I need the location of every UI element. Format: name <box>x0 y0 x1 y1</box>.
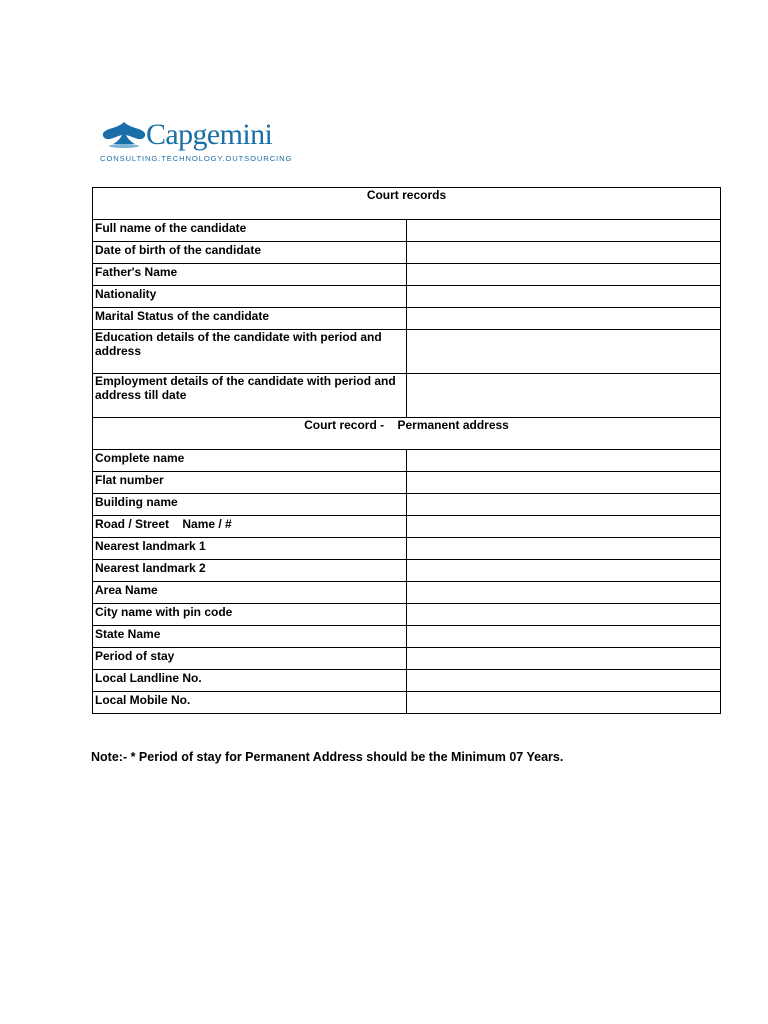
local-landline-field[interactable] <box>407 670 721 692</box>
court-records-header: Court records <box>93 188 721 220</box>
building-name-field[interactable] <box>407 494 721 516</box>
form-row <box>93 220 721 242</box>
date-of-birth-field[interactable] <box>407 242 721 264</box>
nearest-landmark-1-field[interactable] <box>407 538 721 560</box>
form-row <box>93 648 721 670</box>
form-row <box>93 308 721 330</box>
flat-number-field[interactable] <box>407 472 721 494</box>
field-label: Local Landline No. <box>93 670 407 692</box>
form-row <box>93 670 721 692</box>
complete-name-field[interactable] <box>407 450 721 472</box>
form-row <box>93 560 721 582</box>
form-row <box>93 516 721 538</box>
logo-wordmark: Capgemini <box>146 118 273 151</box>
field-label: Area Name <box>93 582 407 604</box>
company-logo <box>100 118 293 170</box>
field-label: Date of birth of the candidate <box>93 242 407 264</box>
field-label: Marital Status of the candidate <box>93 308 407 330</box>
form-row <box>93 286 721 308</box>
form-row <box>93 626 721 648</box>
section-header-row <box>93 188 721 220</box>
marital-status-field[interactable] <box>407 308 721 330</box>
form-row <box>93 472 721 494</box>
section-header-row <box>93 418 721 450</box>
field-label: Father's Name <box>93 264 407 286</box>
field-label: Complete name <box>93 450 407 472</box>
field-label: City name with pin code <box>93 604 407 626</box>
form-row <box>93 538 721 560</box>
spade-logo-icon <box>100 118 148 154</box>
field-label: State Name <box>93 626 407 648</box>
field-label: Nationality <box>93 286 407 308</box>
nearest-landmark-2-field[interactable] <box>407 560 721 582</box>
field-label: Local Mobile No. <box>93 692 407 714</box>
stay-period-note: Note:- * Period of stay for Permanent Address should be the Minimum 07 Years. <box>91 750 564 764</box>
field-label: Period of stay <box>93 648 407 670</box>
logo-tagline: CONSULTING.TECHNOLOGY.OUTSOURCING <box>100 154 293 163</box>
full-name-field[interactable] <box>407 220 721 242</box>
road-street-field[interactable] <box>407 516 721 538</box>
city-pin-code-field[interactable] <box>407 604 721 626</box>
form-row <box>93 604 721 626</box>
field-label: Building name <box>93 494 407 516</box>
field-label: Road / Street Name / # <box>93 516 407 538</box>
local-mobile-field[interactable] <box>407 692 721 714</box>
field-label: Nearest landmark 1 <box>93 538 407 560</box>
employment-details-field[interactable] <box>407 374 721 418</box>
education-details-field[interactable] <box>407 330 721 374</box>
form-row <box>93 330 721 374</box>
period-of-stay-field[interactable] <box>407 648 721 670</box>
field-label: Nearest landmark 2 <box>93 560 407 582</box>
form-row <box>93 242 721 264</box>
form-row <box>93 582 721 604</box>
area-name-field[interactable] <box>407 582 721 604</box>
state-name-field[interactable] <box>407 626 721 648</box>
form-row <box>93 374 721 418</box>
nationality-field[interactable] <box>407 286 721 308</box>
form-row <box>93 692 721 714</box>
permanent-address-header: Court record - Permanent address <box>93 418 721 450</box>
fathers-name-field[interactable] <box>407 264 721 286</box>
field-label: Education details of the candidate with period and address <box>93 330 407 374</box>
field-label: Flat number <box>93 472 407 494</box>
form-row <box>93 494 721 516</box>
field-label: Employment details of the candidate with period and address till date <box>93 374 407 418</box>
field-label: Full name of the candidate <box>93 220 407 242</box>
form-row <box>93 264 721 286</box>
court-records-form <box>92 187 721 714</box>
form-row <box>93 450 721 472</box>
